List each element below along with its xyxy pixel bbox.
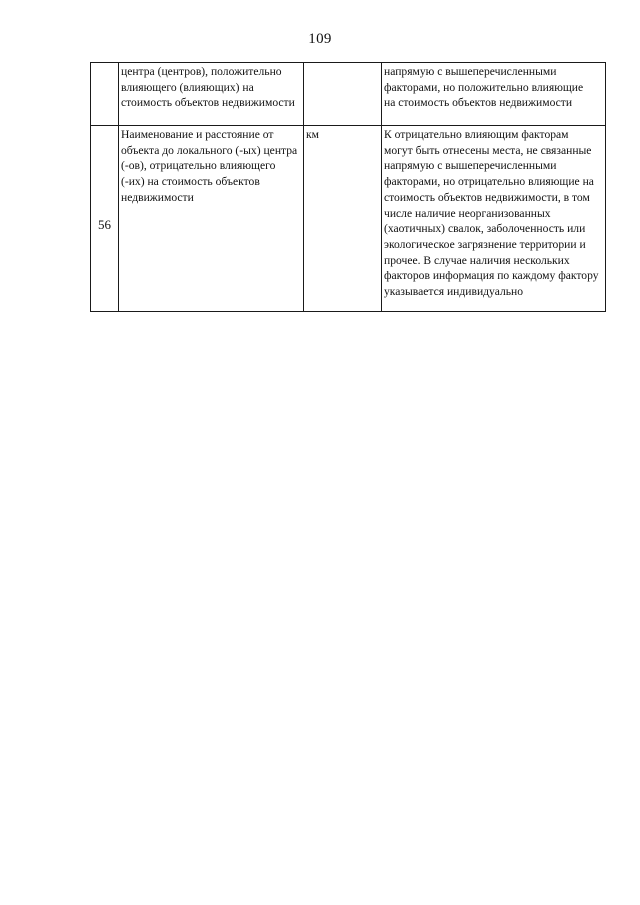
note-line: напрямую с вышеперечисленными: [384, 65, 557, 78]
note-line: стоимость объектов недвижимости, в том: [384, 190, 590, 204]
indicator-name-line: центра (центров), положительно: [121, 65, 282, 78]
note-line: указывается индивидуально: [384, 285, 524, 299]
indicator-name-line: недвижимости: [121, 190, 194, 204]
table-row: [91, 63, 606, 126]
note-line: экологическое загрязнение территории и: [384, 237, 586, 251]
row-number-cell: [91, 63, 119, 126]
note-line: (хаотичных) свалок, заболоченность или: [384, 222, 586, 236]
table-row: [91, 126, 606, 312]
note-line: факторов информация по каждому фактору: [384, 269, 599, 283]
note-cell: [382, 126, 606, 312]
note-line: напрямую с вышеперечисленными: [384, 159, 557, 173]
indicator-name-line: стоимость объектов недвижимости: [121, 96, 295, 110]
note-cell: [382, 63, 606, 126]
indicator-name-line: Наименование и расстояние от: [121, 128, 274, 141]
note-line: прочее. В случае наличия нескольких: [384, 253, 570, 267]
indicator-name-line: (-их) на стоимость объектов: [121, 175, 260, 189]
indicator-name-cell: [119, 126, 304, 312]
indicator-name-line: объекта до локального (-ых) центра: [121, 143, 298, 157]
note-line: факторами, но отрицательно влияющие на: [384, 175, 594, 189]
indicator-name-line: (-ов), отрицательно влияющего: [121, 159, 276, 173]
indicator-name-cell: [119, 63, 304, 126]
note-line: могут быть отнесены места, не связанные: [384, 143, 592, 157]
unit-cell: [304, 63, 382, 126]
indicator-table: [90, 62, 606, 312]
note-line: факторами, но положительно влияющие: [384, 80, 584, 94]
row-number-cell: 56: [91, 126, 119, 312]
note-line: числе наличие неорганизованных: [384, 206, 551, 220]
note-line: на стоимость объектов недвижимости: [384, 96, 573, 110]
indicator-name-line: влияющего (влияющих) на: [121, 80, 254, 94]
note-line: К отрицательно влияющим факторам: [384, 128, 569, 141]
unit-cell: км: [304, 126, 382, 312]
page-number: 109: [308, 31, 332, 47]
